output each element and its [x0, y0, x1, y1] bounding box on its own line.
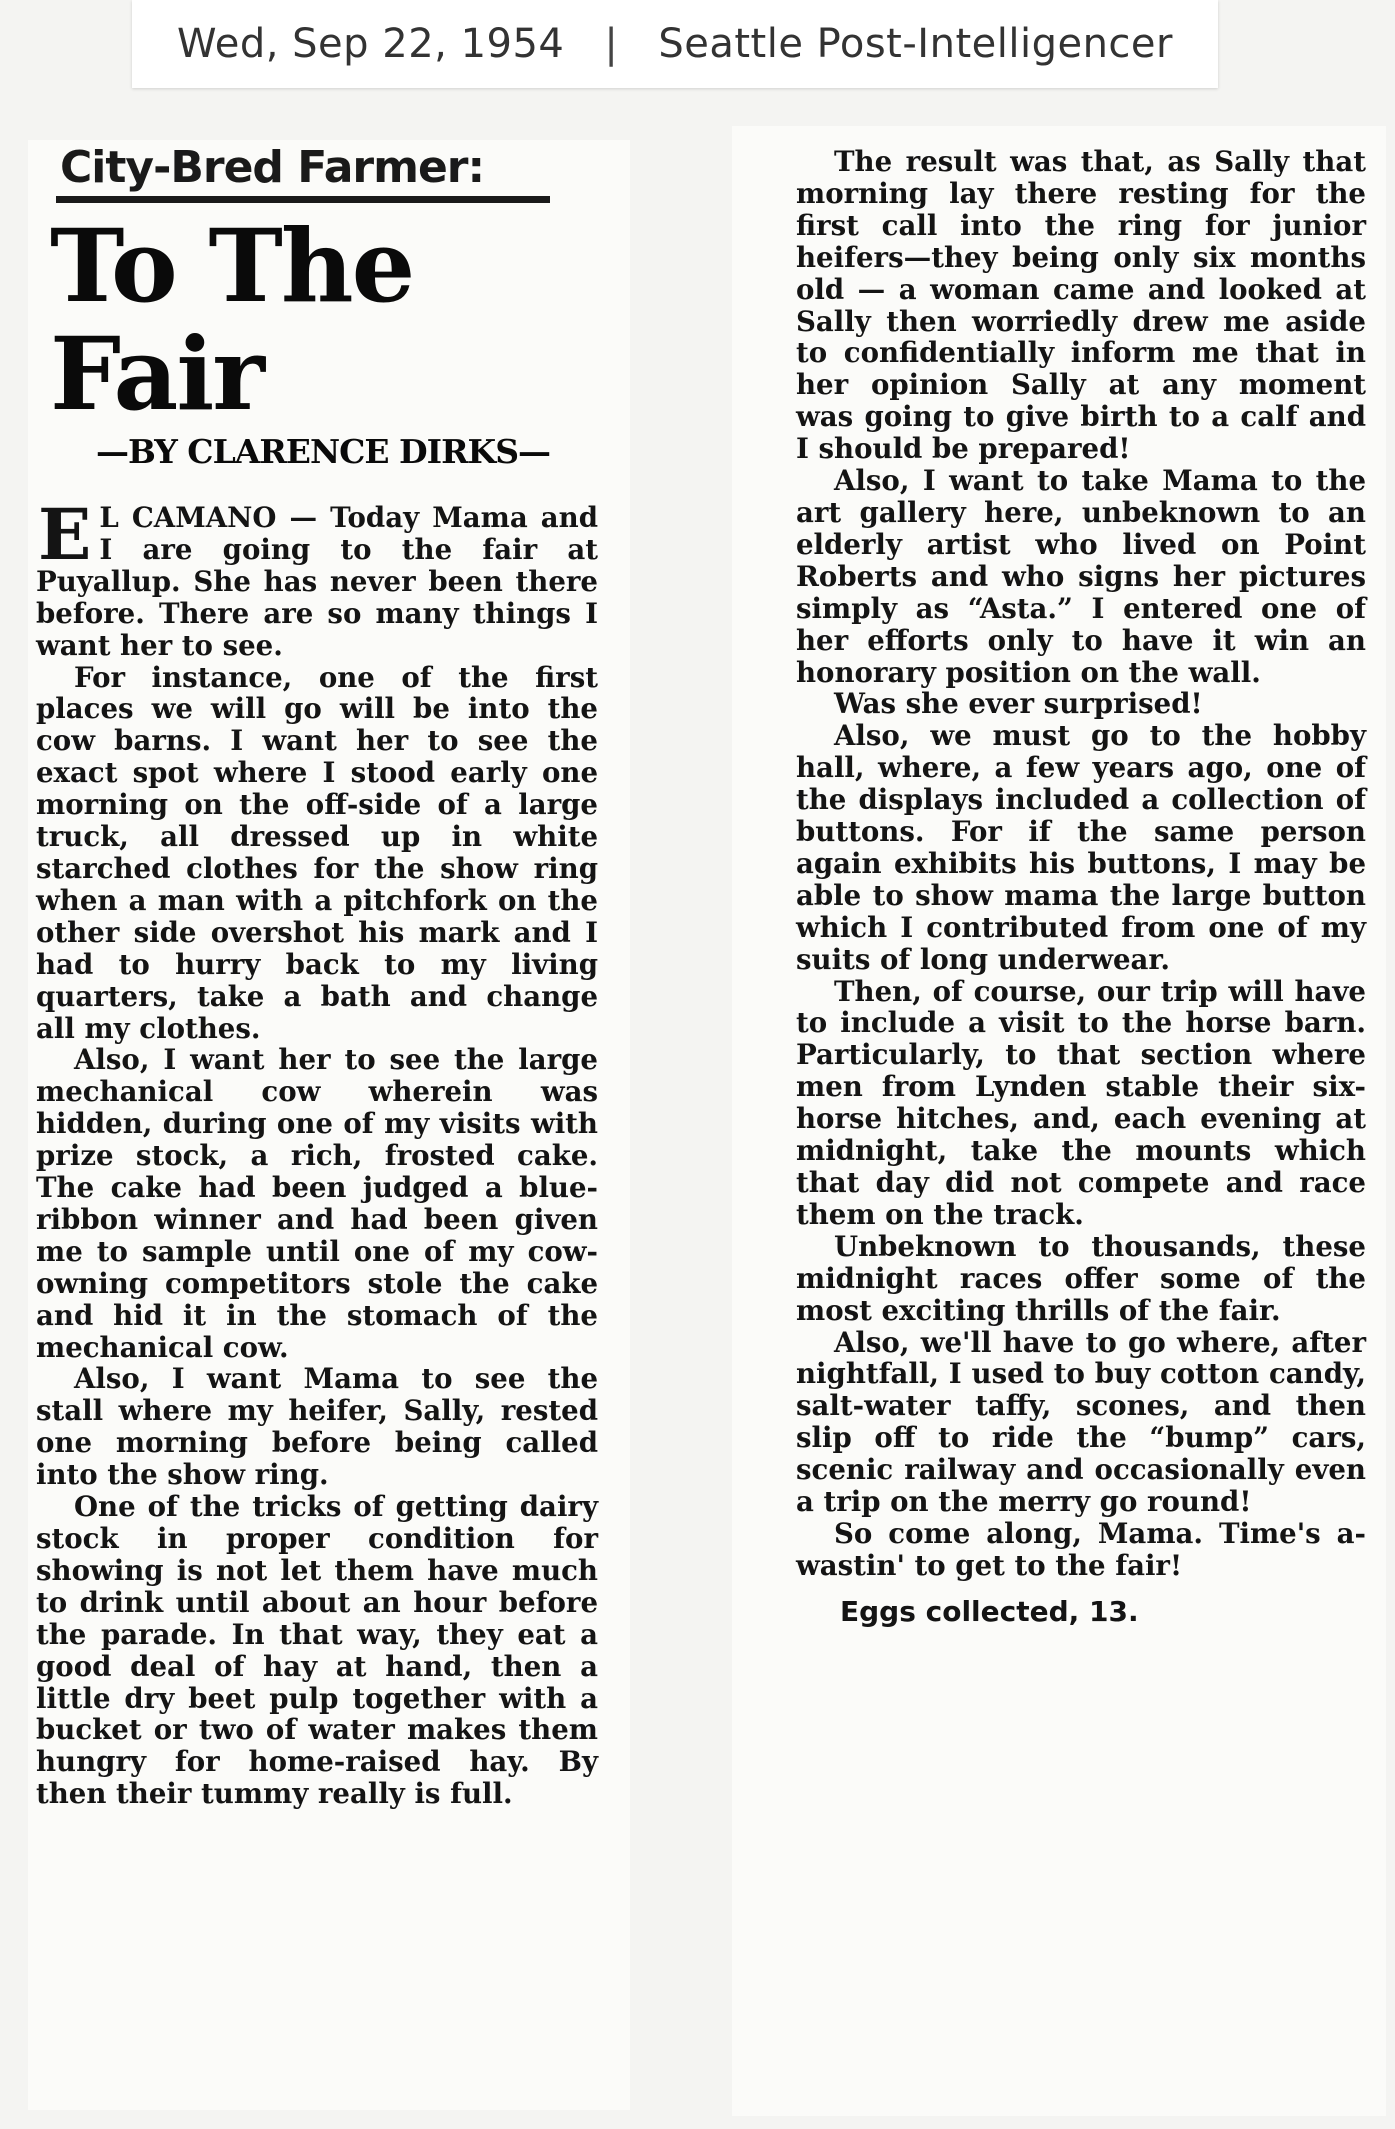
- paragraph: Was she ever surprised!: [834, 687, 1203, 721]
- publication-name: Seattle Post-Intelligencer: [658, 21, 1173, 67]
- publication-date: Wed, Sep 22, 1954: [177, 21, 565, 67]
- drop-cap: E: [38, 493, 92, 576]
- clipping-header: [132, 0, 1218, 88]
- paragraph: [36, 493, 598, 662]
- paragraph: Also, we must go to the hobby hall, where, a few years ago, one of the displays included a collection of buttons. For if the same person again exhibits his buttons, I may be able to show mama the large button which I contributed from one of my suits of long underwear.: [796, 719, 1366, 976]
- paragraph: One of the tricks of getting dairy stock in proper condition for showing is not let them have much to drink until about an hour before the parade. In that way, they eat a good deal of hay at hand, then a little dry beet pulp together with a bucket or two of water makes them hungry for home-raised hay. By then their tummy really is full.: [36, 1490, 598, 1811]
- article-kicker: City-Bred Farmer:: [60, 142, 485, 193]
- right-column-body: [796, 146, 1366, 1628]
- article-headline: [50, 207, 414, 433]
- paragraph: So come along, Mama. Time's a-wastin' to get to the fair!: [796, 1516, 1366, 1582]
- paragraph: Also, I want her to see the large mechanical cow wherein was hidden, during one of my visits with prize stock, a rich, frosted cake. The cake had been judged a blue-ribbon winner and had been given me to sample until one of my cow-owning competitors stole the cake and hid it in the stomach of the mechanical cow.: [36, 1043, 598, 1364]
- paragraph: For instance, one of the first places we will go will be into the cow barns. I want her to see the exact spot where I stood early one morning on the off-side of a large truck, all dressed up in white starched clothes for the show ring when a man with a pitchfork on the other side overshot his mark and I had to hurry back to my living quarters, take a bath and change all my clothes.: [36, 660, 598, 1045]
- paragraph: The result was that, as Sally that morning lay there resting for the first call into the ring for junior heifers—they being only six months old — a woman came and looked at Sally then worriedly drew me aside to confidentially inform me that in her opinion Sally at any moment was going to give birth to a calf and I should be prepared!: [796, 145, 1366, 466]
- kicker-underline: [56, 196, 550, 203]
- paragraph: Also, we'll have to go where, after nightfall, I used to buy cotton candy, salt-water taffy, scones, and then slip off to ride the “bump” cars, scenic railway and occasionally even a trip on the merry go round!: [796, 1325, 1366, 1519]
- paragraph-text: L CAMANO — Today Mama and I are going to the fair at Puyallup. She has never been there before. There are so many things I want her to see.: [36, 501, 598, 662]
- article-column-left: [28, 140, 630, 2110]
- headline-line-1: To The: [50, 207, 414, 325]
- left-column-body: [36, 493, 598, 1811]
- header-separator: |: [604, 21, 619, 67]
- paragraph: Unbeknown to thousands, these midnight races offer some of the most exciting thrills of the fair.: [796, 1229, 1366, 1327]
- article-byline: —BY CLARENCE DIRKS—: [95, 432, 551, 471]
- article-signoff: Eggs collected, 13.: [840, 1594, 1139, 1628]
- paragraph: Also, I want to take Mama to the art gallery here, unbeknown to an elderly artist who lived on Point Roberts and who signs her pictures simply as “Asta.” I entered one of her efforts only to have it win an honorary position on the wall.: [796, 464, 1366, 689]
- paragraph: Then, of course, our trip will have to include a visit to the horse barn. Particularly, to that section where men from Lynden stable their six-horse hitches, and, each evening at midnight, take the mounts which that day did not compete and race them on the track.: [796, 974, 1366, 1231]
- headline-line-2: Fair: [50, 315, 263, 433]
- article-column-right: [732, 126, 1386, 2116]
- paragraph: Also, I want Mama to see the stall where my heifer, Sally, rested one morning before being called into the show ring.: [36, 1362, 598, 1492]
